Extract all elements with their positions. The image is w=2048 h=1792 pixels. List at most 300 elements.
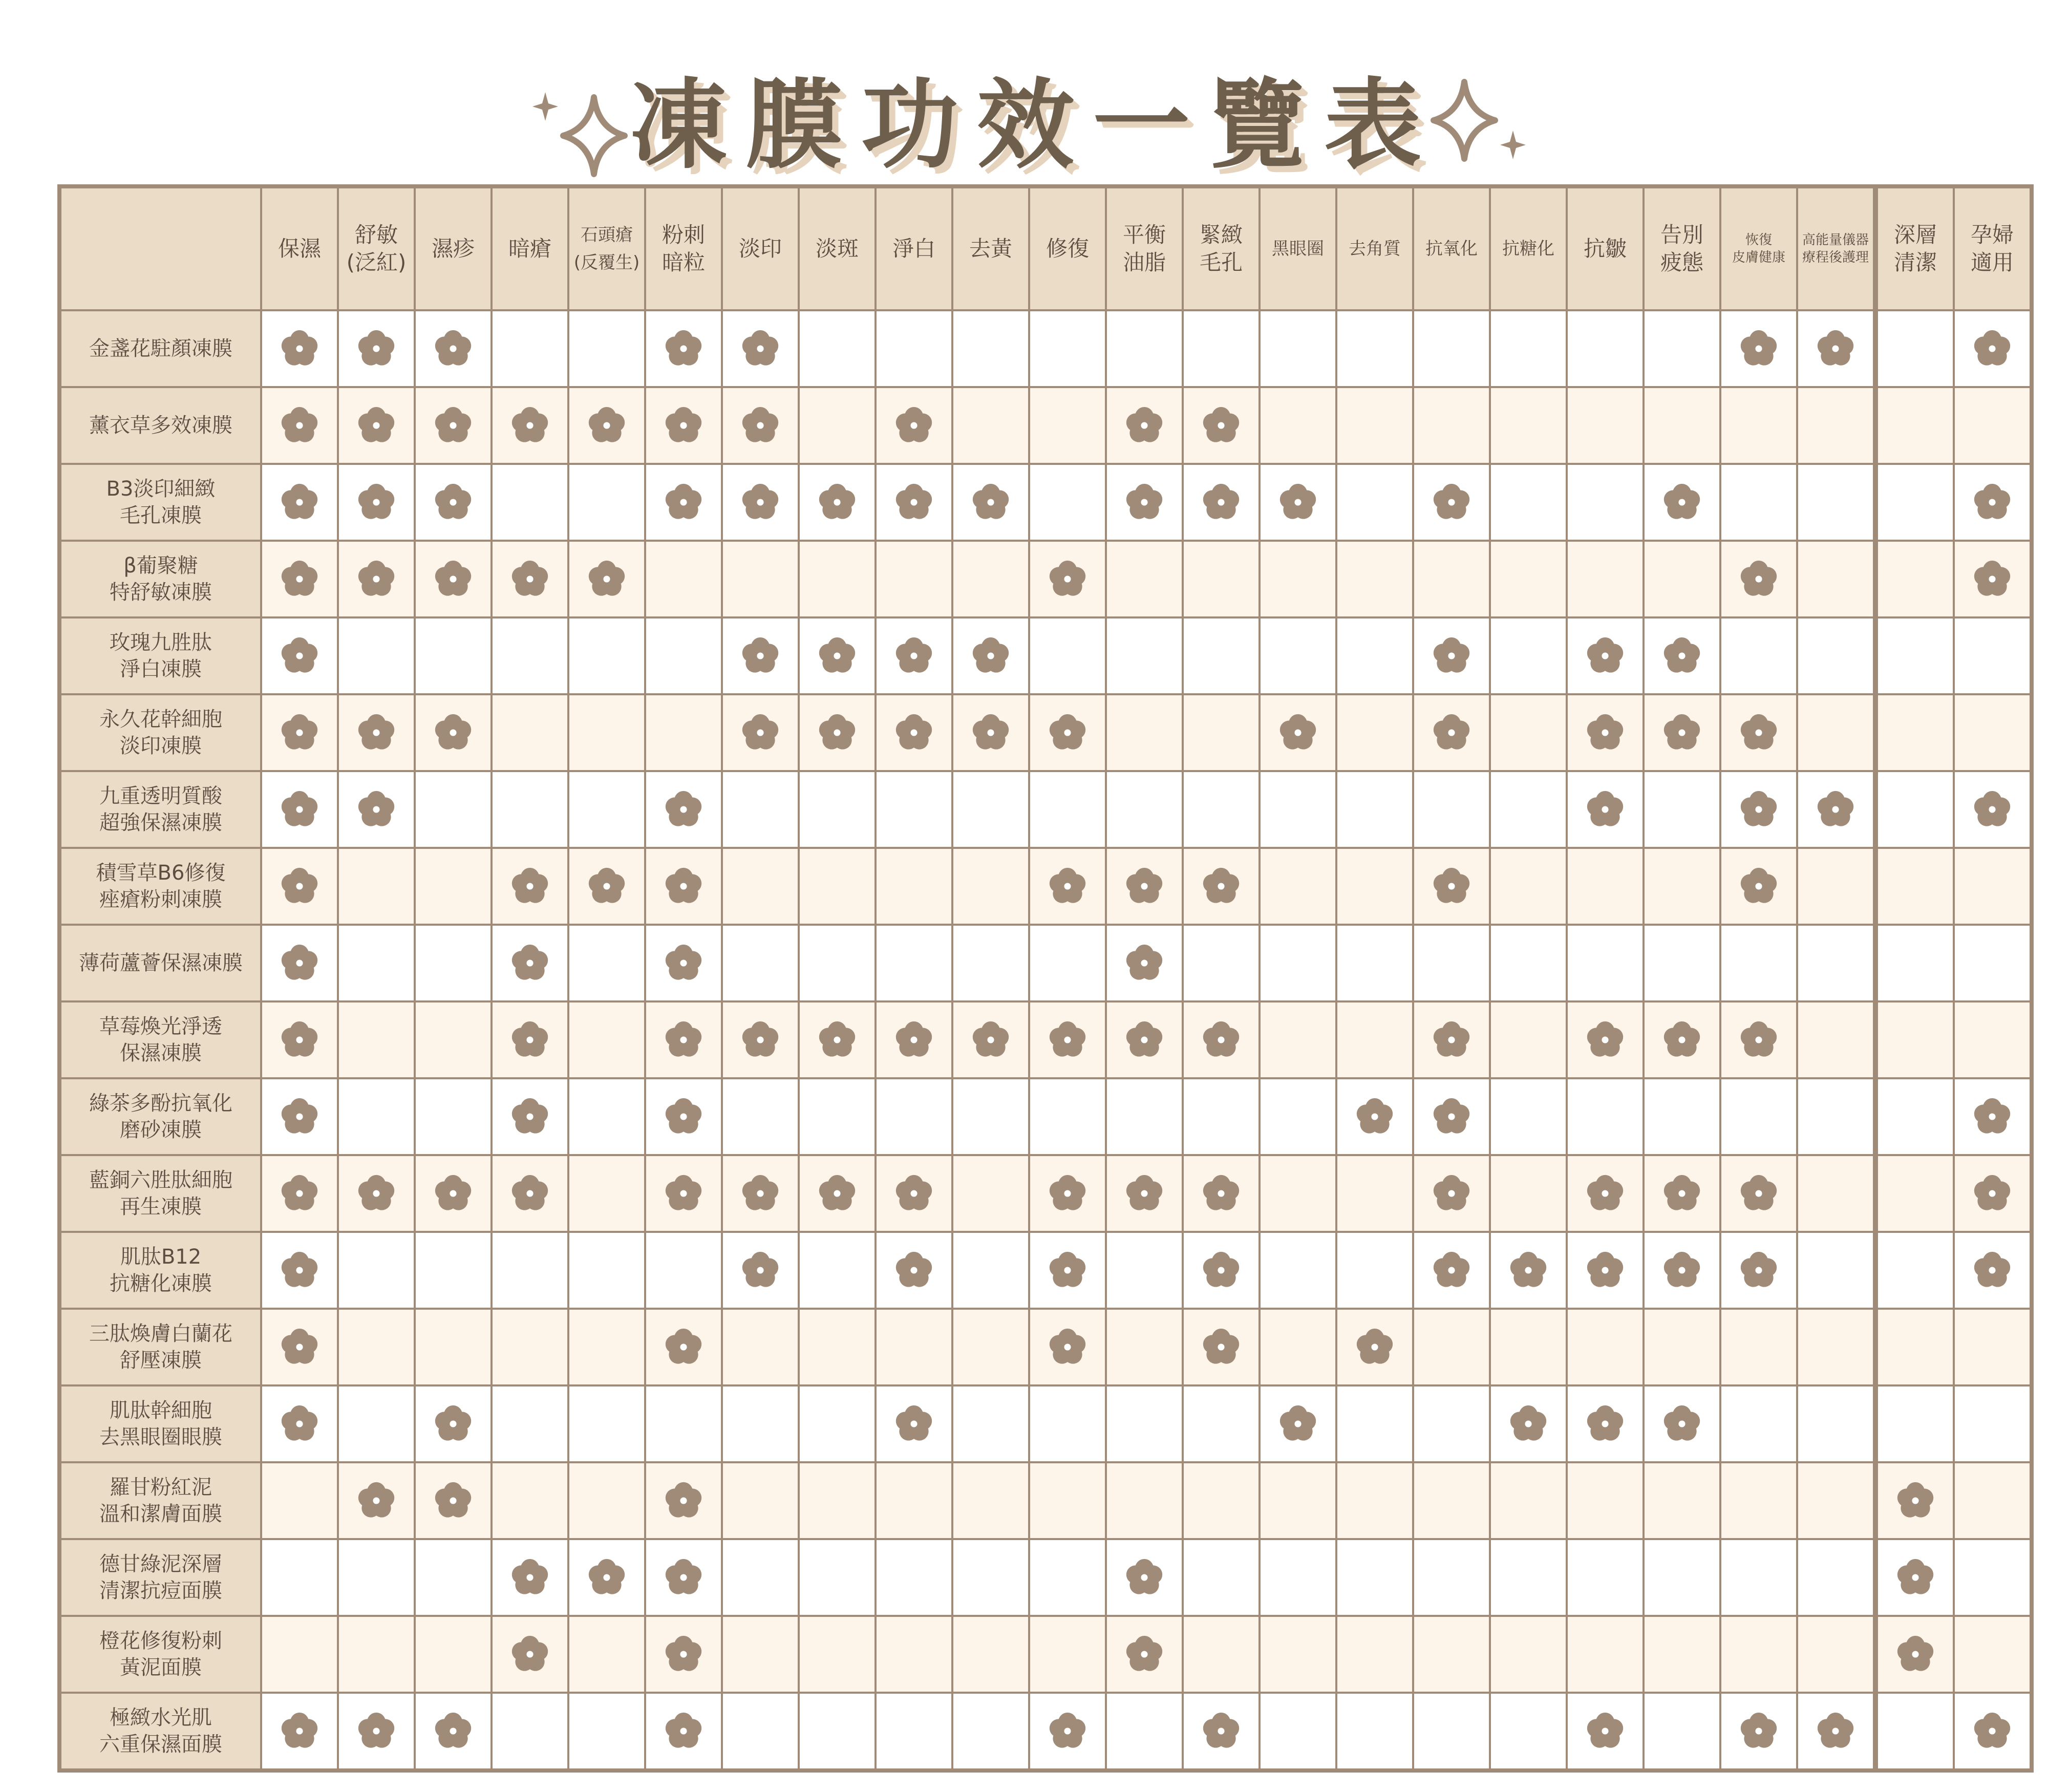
empty-cell xyxy=(722,541,799,617)
empty-cell xyxy=(1875,1232,1954,1309)
empty-cell xyxy=(799,1616,876,1693)
empty-cell xyxy=(415,925,492,1001)
marked-cell xyxy=(338,1462,415,1539)
empty-cell xyxy=(1954,1539,2032,1616)
flower-icon xyxy=(970,1019,1012,1061)
empty-cell xyxy=(1413,387,1490,464)
empty-cell xyxy=(1567,464,1644,541)
empty-cell xyxy=(1183,1539,1260,1616)
flower-icon xyxy=(586,1556,628,1598)
flower-icon xyxy=(1354,1326,1396,1368)
empty-cell xyxy=(1029,464,1106,541)
marked-cell xyxy=(568,541,645,617)
corner-cell xyxy=(59,186,261,310)
empty-cell xyxy=(1797,1232,1875,1309)
empty-cell xyxy=(1336,1693,1413,1770)
empty-cell xyxy=(952,1539,1029,1616)
marked-cell xyxy=(261,694,338,771)
empty-cell xyxy=(415,771,492,848)
product-name-line: 金盞花駐顏凍膜 xyxy=(89,337,232,360)
empty-cell xyxy=(338,1309,415,1385)
marked-cell xyxy=(415,1385,492,1462)
flower-icon xyxy=(1815,1710,1857,1752)
flower-icon xyxy=(1047,1710,1089,1752)
marked-cell xyxy=(1029,541,1106,617)
marked-cell xyxy=(722,464,799,541)
marked-cell xyxy=(1720,1232,1797,1309)
empty-cell xyxy=(1029,771,1106,848)
empty-cell xyxy=(1644,1078,1720,1155)
empty-cell xyxy=(1875,1385,1954,1462)
marked-cell xyxy=(1413,1232,1490,1309)
marked-cell xyxy=(1644,1232,1720,1309)
empty-cell xyxy=(876,925,952,1001)
empty-cell xyxy=(1336,1539,1413,1616)
flower-icon xyxy=(1738,328,1780,370)
empty-cell xyxy=(338,848,415,925)
marked-cell xyxy=(1413,1155,1490,1232)
flower-icon xyxy=(355,1710,397,1752)
marked-cell xyxy=(1954,464,2032,541)
marked-cell xyxy=(952,1001,1029,1078)
flower-icon xyxy=(509,865,551,907)
marked-cell xyxy=(261,771,338,848)
marked-cell xyxy=(1567,1155,1644,1232)
flower-icon xyxy=(432,328,474,370)
flower-icon xyxy=(1200,1249,1242,1291)
product-name xyxy=(59,1001,261,1078)
empty-cell xyxy=(1413,541,1490,617)
flower-icon xyxy=(279,1403,321,1445)
flower-icon xyxy=(663,1480,705,1522)
flower-icon xyxy=(279,1710,321,1752)
flower-icon xyxy=(739,1249,781,1291)
flower-icon xyxy=(1047,865,1089,907)
flower-icon xyxy=(279,1096,321,1138)
marked-cell xyxy=(261,1309,338,1385)
marked-cell xyxy=(1183,464,1260,541)
empty-cell xyxy=(799,541,876,617)
flower-icon xyxy=(893,635,935,677)
empty-cell xyxy=(1954,617,2032,694)
marked-cell xyxy=(1029,848,1106,925)
marked-cell xyxy=(261,464,338,541)
flower-icon xyxy=(1431,1096,1473,1138)
empty-cell xyxy=(1875,1078,1954,1155)
empty-cell xyxy=(1875,541,1954,617)
product-name xyxy=(59,617,261,694)
marked-cell xyxy=(261,387,338,464)
empty-cell xyxy=(568,1155,645,1232)
flower-icon xyxy=(279,942,321,984)
empty-cell xyxy=(1875,617,1954,694)
marked-cell xyxy=(492,1616,568,1693)
column-header-line: 淡斑 xyxy=(815,236,859,261)
marked-cell xyxy=(1106,1616,1183,1693)
column-header-line: 高能量儀器 xyxy=(1802,232,1869,248)
empty-cell xyxy=(492,694,568,771)
product-name-line: 積雪草B6修復 xyxy=(96,861,226,885)
table-body xyxy=(59,310,2032,1770)
empty-cell xyxy=(1567,387,1644,464)
empty-cell xyxy=(1797,464,1875,541)
empty-cell xyxy=(1260,925,1336,1001)
marked-cell xyxy=(1183,1232,1260,1309)
flower-icon xyxy=(1894,1480,1936,1522)
empty-cell xyxy=(1720,925,1797,1001)
flower-icon xyxy=(663,788,705,830)
empty-cell xyxy=(799,848,876,925)
empty-cell xyxy=(799,1078,876,1155)
empty-cell xyxy=(338,1078,415,1155)
empty-cell xyxy=(338,1232,415,1309)
flower-icon xyxy=(816,481,858,523)
flower-icon xyxy=(432,712,474,754)
empty-cell xyxy=(645,617,722,694)
efficacy-table xyxy=(57,184,2034,1773)
column-header xyxy=(1720,186,1797,310)
empty-cell xyxy=(492,617,568,694)
empty-cell xyxy=(492,1462,568,1539)
marked-cell xyxy=(1644,464,1720,541)
marked-cell xyxy=(1106,387,1183,464)
marked-cell xyxy=(415,1462,492,1539)
product-name-line: 痤瘡粉刺凍膜 xyxy=(99,888,222,911)
column-header-line: 濕疹 xyxy=(431,236,475,261)
column-header xyxy=(415,186,492,310)
empty-cell xyxy=(1720,617,1797,694)
empty-cell xyxy=(722,1539,799,1616)
table-row xyxy=(59,1539,2032,1616)
marked-cell xyxy=(1720,694,1797,771)
empty-cell xyxy=(568,1385,645,1462)
flower-icon xyxy=(1277,1403,1319,1445)
marked-cell xyxy=(415,694,492,771)
marked-cell xyxy=(645,1693,722,1770)
flower-icon xyxy=(1584,1710,1626,1752)
marked-cell xyxy=(1413,617,1490,694)
empty-cell xyxy=(1875,464,1954,541)
empty-cell xyxy=(952,1078,1029,1155)
marked-cell xyxy=(261,1078,338,1155)
empty-cell xyxy=(415,617,492,694)
flower-icon xyxy=(509,1019,551,1061)
flower-icon xyxy=(893,481,935,523)
column-header-line: 修復 xyxy=(1046,236,1089,261)
empty-cell xyxy=(1490,1001,1567,1078)
marked-cell xyxy=(1797,771,1875,848)
marked-cell xyxy=(1797,310,1875,387)
marked-cell xyxy=(876,387,952,464)
empty-cell xyxy=(1029,310,1106,387)
column-header-line: 告別 xyxy=(1660,222,1703,247)
marked-cell xyxy=(492,1155,568,1232)
empty-cell xyxy=(1954,387,2032,464)
flower-icon xyxy=(663,865,705,907)
empty-cell xyxy=(952,310,1029,387)
flower-icon xyxy=(279,635,321,677)
empty-cell xyxy=(952,387,1029,464)
empty-cell xyxy=(415,1001,492,1078)
empty-cell xyxy=(1260,541,1336,617)
empty-cell xyxy=(492,1232,568,1309)
flower-icon xyxy=(893,1172,935,1214)
flower-icon xyxy=(1971,481,2013,523)
empty-cell xyxy=(1954,848,2032,925)
product-name-line: 磨砂凍膜 xyxy=(120,1118,202,1142)
empty-cell xyxy=(568,617,645,694)
marked-cell xyxy=(1413,848,1490,925)
marked-cell xyxy=(876,617,952,694)
flower-icon xyxy=(1971,1249,2013,1291)
empty-cell xyxy=(492,1693,568,1770)
flower-icon xyxy=(893,1403,935,1445)
marked-cell xyxy=(645,387,722,464)
empty-cell xyxy=(1336,387,1413,464)
empty-cell xyxy=(1336,771,1413,848)
marked-cell xyxy=(1106,464,1183,541)
empty-cell xyxy=(1644,1309,1720,1385)
table-row xyxy=(59,1385,2032,1462)
empty-cell xyxy=(261,1616,338,1693)
marked-cell xyxy=(876,1155,952,1232)
product-name-line: B3淡印細緻 xyxy=(106,477,216,501)
column-header xyxy=(1797,186,1875,310)
flower-icon xyxy=(1047,558,1089,600)
empty-cell xyxy=(876,1616,952,1693)
empty-cell xyxy=(952,1232,1029,1309)
flower-icon xyxy=(432,404,474,446)
flower-icon xyxy=(509,1633,551,1675)
table-row xyxy=(59,694,2032,771)
empty-cell xyxy=(1413,1693,1490,1770)
flower-icon xyxy=(816,1019,858,1061)
empty-cell xyxy=(876,1078,952,1155)
flower-icon xyxy=(1971,1096,2013,1138)
product-name xyxy=(59,310,261,387)
empty-cell xyxy=(568,1001,645,1078)
empty-cell xyxy=(1490,771,1567,848)
empty-cell xyxy=(952,925,1029,1001)
marked-cell xyxy=(645,1309,722,1385)
flower-icon xyxy=(1971,328,2013,370)
marked-cell xyxy=(1567,617,1644,694)
empty-cell xyxy=(492,464,568,541)
flower-icon xyxy=(279,404,321,446)
flower-icon xyxy=(1584,1019,1626,1061)
flower-icon xyxy=(1738,865,1780,907)
empty-cell xyxy=(1644,771,1720,848)
flower-icon xyxy=(1815,788,1857,830)
product-name-line: 抗糖化凍膜 xyxy=(110,1272,212,1295)
flower-icon xyxy=(279,865,321,907)
flower-icon xyxy=(1431,712,1473,754)
marked-cell xyxy=(261,925,338,1001)
marked-cell xyxy=(415,387,492,464)
marked-cell xyxy=(645,310,722,387)
flower-icon xyxy=(355,404,397,446)
column-header xyxy=(1644,186,1720,310)
flower-icon xyxy=(355,558,397,600)
empty-cell xyxy=(1029,925,1106,1001)
marked-cell xyxy=(645,1616,722,1693)
flower-icon xyxy=(739,481,781,523)
empty-cell xyxy=(492,310,568,387)
empty-cell xyxy=(1413,310,1490,387)
empty-cell xyxy=(1106,1462,1183,1539)
empty-cell xyxy=(1720,464,1797,541)
empty-cell xyxy=(1336,1232,1413,1309)
empty-cell xyxy=(799,771,876,848)
empty-cell xyxy=(1260,1078,1336,1155)
product-name xyxy=(59,694,261,771)
empty-cell xyxy=(1260,1309,1336,1385)
marked-cell xyxy=(1644,694,1720,771)
product-name-line: 黃泥面膜 xyxy=(120,1656,202,1679)
empty-cell xyxy=(1797,1462,1875,1539)
empty-cell xyxy=(876,1693,952,1770)
empty-cell xyxy=(876,848,952,925)
flower-icon xyxy=(279,1172,321,1214)
marked-cell xyxy=(568,387,645,464)
column-header-line: 清潔 xyxy=(1893,250,1937,275)
flower-icon xyxy=(1354,1096,1396,1138)
flower-icon xyxy=(1971,1172,2013,1214)
empty-cell xyxy=(1413,1385,1490,1462)
empty-cell xyxy=(799,1385,876,1462)
product-name xyxy=(59,1539,261,1616)
product-name-line: 玫瑰九胜肽 xyxy=(110,631,212,654)
flower-icon xyxy=(432,481,474,523)
flower-icon xyxy=(1738,1710,1780,1752)
empty-cell xyxy=(1954,694,2032,771)
column-header xyxy=(645,186,722,310)
empty-cell xyxy=(1875,848,1954,925)
product-name xyxy=(59,1155,261,1232)
flower-icon xyxy=(1200,404,1242,446)
marked-cell xyxy=(1106,1155,1183,1232)
flower-icon xyxy=(1894,1556,1936,1598)
empty-cell xyxy=(568,1693,645,1770)
empty-cell xyxy=(415,1232,492,1309)
empty-cell xyxy=(338,1001,415,1078)
empty-cell xyxy=(492,771,568,848)
flower-icon xyxy=(1200,865,1242,907)
flower-icon xyxy=(893,404,935,446)
empty-cell xyxy=(1490,1078,1567,1155)
flower-icon xyxy=(586,404,628,446)
empty-cell xyxy=(415,1078,492,1155)
table-row xyxy=(59,1001,2032,1078)
empty-cell xyxy=(645,541,722,617)
flower-icon xyxy=(1200,1710,1242,1752)
marked-cell xyxy=(1029,1693,1106,1770)
marked-cell xyxy=(799,1001,876,1078)
flower-icon xyxy=(739,1019,781,1061)
product-name-line: β葡聚糖 xyxy=(123,554,198,578)
empty-cell xyxy=(722,771,799,848)
marked-cell xyxy=(645,1539,722,1616)
marked-cell xyxy=(1720,771,1797,848)
empty-cell xyxy=(1720,387,1797,464)
product-name-line: 德甘綠泥深層 xyxy=(99,1552,222,1576)
product-name-line: 溫和潔膚面膜 xyxy=(99,1502,222,1526)
empty-cell xyxy=(1413,1539,1490,1616)
flower-icon xyxy=(279,788,321,830)
flower-icon xyxy=(509,942,551,984)
flower-icon xyxy=(1200,1172,1242,1214)
empty-cell xyxy=(568,1232,645,1309)
empty-cell xyxy=(1183,541,1260,617)
product-name-line: 特舒敏凍膜 xyxy=(110,581,212,604)
marked-cell xyxy=(492,387,568,464)
marked-cell xyxy=(722,617,799,694)
marked-cell xyxy=(1183,1001,1260,1078)
marked-cell xyxy=(1106,925,1183,1001)
column-header-line: 深層 xyxy=(1893,222,1937,247)
product-name-line: 綠茶多酚抗氧化 xyxy=(89,1092,232,1115)
marked-cell xyxy=(492,1539,568,1616)
flower-icon xyxy=(739,712,781,754)
empty-cell xyxy=(722,1616,799,1693)
sparkle-icon xyxy=(532,77,635,179)
marked-cell xyxy=(1720,310,1797,387)
column-header xyxy=(1490,186,1567,310)
product-name xyxy=(59,1616,261,1693)
flower-icon xyxy=(1123,942,1165,984)
flower-icon xyxy=(1584,788,1626,830)
product-name-line: 羅甘粉紅泥 xyxy=(110,1476,212,1499)
empty-cell xyxy=(1797,1001,1875,1078)
product-name-line: 薄荷蘆薈保濕凍膜 xyxy=(79,951,243,975)
empty-cell xyxy=(492,1309,568,1385)
marked-cell xyxy=(1183,1693,1260,1770)
empty-cell xyxy=(1260,310,1336,387)
marked-cell xyxy=(876,1001,952,1078)
empty-cell xyxy=(1644,1693,1720,1770)
marked-cell xyxy=(338,771,415,848)
flower-icon xyxy=(1661,1249,1703,1291)
marked-cell xyxy=(1644,1001,1720,1078)
column-header-line: 緊緻 xyxy=(1199,222,1243,247)
marked-cell xyxy=(1954,1693,2032,1770)
marked-cell xyxy=(1567,1693,1644,1770)
flower-icon xyxy=(586,558,628,600)
empty-cell xyxy=(1954,1462,2032,1539)
table-row xyxy=(59,925,2032,1001)
flower-icon xyxy=(279,1326,321,1368)
empty-cell xyxy=(1954,1616,2032,1693)
marked-cell xyxy=(1413,694,1490,771)
empty-cell xyxy=(1106,694,1183,771)
empty-cell xyxy=(952,1693,1029,1770)
flower-icon xyxy=(509,558,551,600)
table-row xyxy=(59,848,2032,925)
empty-cell xyxy=(1954,1309,2032,1385)
sparkle-icon xyxy=(1428,72,1531,184)
marked-cell xyxy=(645,1462,722,1539)
marked-cell xyxy=(876,1385,952,1462)
flower-icon xyxy=(663,328,705,370)
empty-cell xyxy=(1797,617,1875,694)
marked-cell xyxy=(1567,1001,1644,1078)
product-name-line: 去黑眼圈眼膜 xyxy=(99,1425,222,1449)
empty-cell xyxy=(261,1462,338,1539)
column-header-line: 抗糖化 xyxy=(1502,239,1554,259)
column-header xyxy=(876,186,952,310)
marked-cell xyxy=(492,541,568,617)
marked-cell xyxy=(415,310,492,387)
